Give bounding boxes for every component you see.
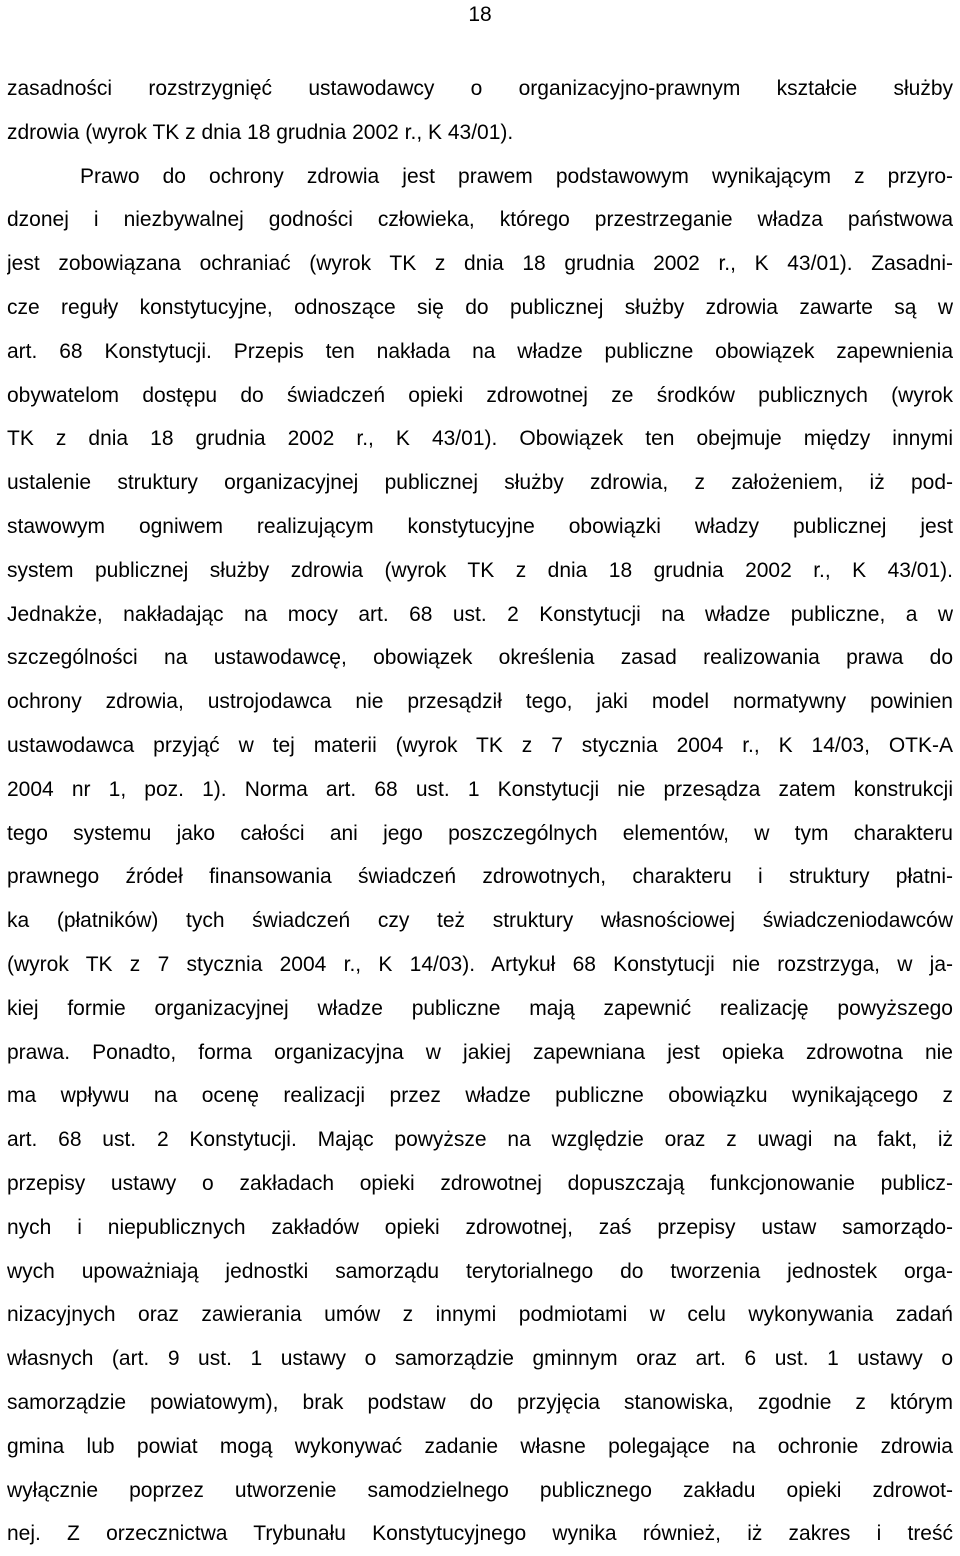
- text-line: nych i niepublicznych zakładów opieki zdrowotnej, zaś przepisy ustaw samorządo-: [7, 1215, 953, 1239]
- text-line: własnych (art. 9 ust. 1 ustawy o samorządzie gminnym oraz art. 6 ust. 1 ustawy o: [7, 1347, 953, 1371]
- text-line: 2004 nr 1, poz. 1). Norma art. 68 ust. 1 Konstytucji nie przesądza zatem konstrukcji: [7, 777, 953, 801]
- text-line: gmina lub powiat mogą wykonywać zadanie własne polegające na ochronie zdrowia: [7, 1434, 953, 1458]
- text-line: ochrony zdrowia, ustrojodawca nie przesądził tego, jaki model normatywny powinien: [7, 690, 953, 714]
- text-line: TK z dnia 18 grudnia 2002 r., K 43/01). Obowiązek ten obejmuje między innymi: [7, 427, 953, 451]
- text-line: (wyrok TK z 7 stycznia 2004 r., K 14/03). Artykuł 68 Konstytucji nie rozstrzyga, w ja-: [7, 952, 953, 976]
- text-line: art. 68 ust. 2 Konstytucji. Mając powyższe na względzie oraz z uwagi na fakt, iż: [7, 1128, 953, 1152]
- text-line: dzonej i niezbywalnej godności człowieka, którego przestrzeganie władza państwowa: [7, 208, 953, 232]
- text-line: zdrowia (wyrok TK z dnia 18 grudnia 2002 r., K 43/01).: [7, 120, 514, 144]
- text-line: tego systemu jako całości ani jego poszczególnych elementów, w tym charakteru: [7, 821, 953, 845]
- text-line: samorządzie powiatowym), brak podstaw do przyjęcia stanowiska, zgodnie z którym: [7, 1390, 953, 1414]
- text-line: zasadności rozstrzygnięć ustawodawcy o organizacyjno-prawnym kształcie służby: [7, 77, 953, 100]
- text-line: cze reguły konstytucyjne, odnoszące się do publicznej służby zdrowia zawarte są w: [7, 295, 953, 319]
- text-line: ka (płatników) tych świadczeń czy też struktury własnościowej świadczeniodawców: [7, 909, 953, 933]
- text-line: przepisy ustawy o zakładach opieki zdrowotnej dopuszczają funkcjonowanie publicz-: [7, 1171, 953, 1195]
- text-line: Jednakże, nakładając na mocy art. 68 ust. 2 Konstytucji na władze publiczne, a w: [7, 602, 953, 626]
- text-line: szczególności na ustawodawcę, obowiązek określenia zasad realizowania prawa do: [7, 646, 953, 670]
- text-line: prawa. Ponadto, forma organizacyjna w jakiej zapewniana jest opieka zdrowotna nie: [7, 1040, 953, 1064]
- text-line: nej. Z orzecznictwa Trybunału Konstytucyjnego wynika również, iż zakres i treść: [7, 1522, 953, 1546]
- text-line: wyłącznie poprzez utworzenie samodzielnego publicznego zakładu opieki zdrowot-: [7, 1478, 953, 1502]
- text-line: obywatelom dostępu do świadczeń opieki zdrowotnej ze środków publicznych (wyrok: [7, 383, 953, 407]
- text-line: wych upoważniają jednostki samorządu terytorialnego do tworzenia jednostek orga-: [7, 1259, 953, 1283]
- text-line: Prawo do ochrony zdrowia jest prawem podstawowym wynikającym z przyro-: [80, 164, 953, 188]
- page-number: 18: [468, 3, 492, 26]
- text-line: jest zobowiązana ochraniać (wyrok TK z dnia 18 grudnia 2002 r., K 43/01). Zasadni-: [7, 252, 953, 276]
- text-line: ma wpływu na ocenę realizacji przez władze publiczne obowiązku wynikającego z: [7, 1084, 953, 1108]
- body-text: [7, 67, 953, 1556]
- text-line: ustalenie struktury organizacyjnej publicznej służby zdrowia, z założeniem, iż pod-: [7, 471, 953, 495]
- text-line: nizacyjnych oraz zawierania umów z innymi podmiotami w celu wykonywania zadań: [7, 1303, 953, 1327]
- text-line: kiej formie organizacyjnej władze publiczne mają zapewnić realizację powyższego: [7, 996, 953, 1020]
- text-line: system publicznej służby zdrowia (wyrok TK z dnia 18 grudnia 2002 r., K 43/01).: [7, 558, 953, 582]
- text-line: ustawodawca przyjąć w tej materii (wyrok TK z 7 stycznia 2004 r., K 14/03, OTK-A: [7, 733, 953, 757]
- text-line: art. 68 Konstytucji. Przepis ten nakłada na władze publiczne obowiązek zapewnienia: [7, 339, 953, 363]
- text-line: prawnego źródeł finansowania świadczeń zdrowotnych, charakteru i struktury płatni-: [7, 865, 953, 889]
- text-line: stawowym ogniwem realizującym konstytucyjne obowiązki władzy publicznej jest: [7, 514, 953, 538]
